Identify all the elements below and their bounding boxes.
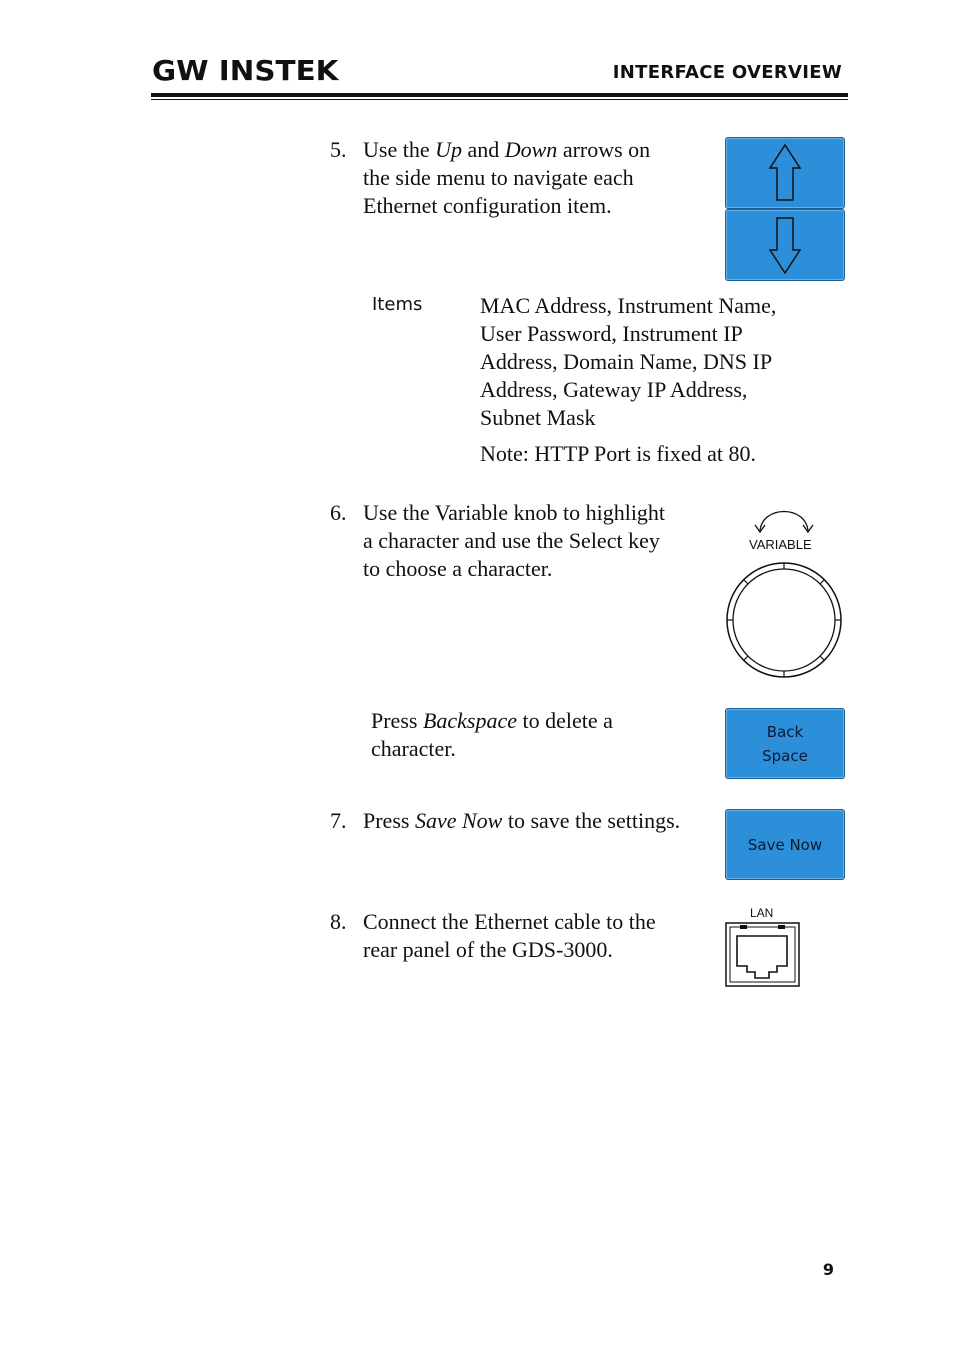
- key-label: Space: [762, 746, 808, 765]
- text-line: the side menu to navigate each: [363, 165, 634, 190]
- down-term: Down: [504, 137, 558, 162]
- down-arrow-key[interactable]: [725, 209, 845, 281]
- section-title: INTERFACE OVERVIEW: [612, 62, 842, 83]
- key-label: Back: [766, 722, 804, 741]
- items-list: [480, 292, 840, 468]
- step-number: 7.: [330, 808, 347, 833]
- header-rule: [151, 93, 848, 97]
- save-now-key[interactable]: [725, 809, 845, 880]
- text-run: Press: [363, 808, 415, 833]
- text-line: Address, Gateway IP Address,: [480, 377, 748, 402]
- step-number: 8.: [330, 909, 347, 934]
- text-line: a character and use the Select key: [363, 528, 660, 553]
- step-7: [330, 807, 720, 837]
- step-number: 5.: [330, 137, 347, 162]
- step-8: [330, 908, 720, 968]
- text-run: to delete a: [517, 708, 613, 733]
- text-line: Subnet Mask: [480, 405, 596, 430]
- text-run: Press: [371, 708, 423, 733]
- text-run: and: [461, 137, 505, 162]
- save-now-term: Save Now: [414, 808, 503, 833]
- header-rule-thin: [151, 99, 848, 100]
- step-6: [330, 499, 720, 589]
- text-line: Connect the Ethernet cable to the: [363, 909, 656, 934]
- backspace-term: Backspace: [422, 708, 518, 733]
- variable-label: VARIABLE: [749, 537, 812, 552]
- step-text: [363, 499, 665, 583]
- step-5: [330, 136, 710, 226]
- key-label: Save Now: [747, 835, 823, 854]
- text-run: Use the: [363, 137, 436, 162]
- step-text: [363, 908, 656, 964]
- backspace-key[interactable]: [725, 708, 845, 779]
- step-number: 6.: [330, 500, 347, 525]
- text-run: to save the settings.: [502, 808, 681, 833]
- variable-knob-icon[interactable]: [724, 560, 844, 680]
- lan-port-icon: [725, 922, 801, 988]
- step-text: [363, 136, 650, 220]
- brand-logo: GW INSTEK: [152, 54, 339, 87]
- up-arrow-key[interactable]: [725, 137, 845, 209]
- text-line: to choose a character.: [363, 556, 553, 581]
- text-line: rear panel of the GDS-3000.: [363, 937, 613, 962]
- text-line: User Password, Instrument IP: [480, 321, 743, 346]
- text-line: MAC Address, Instrument Name,: [480, 293, 777, 318]
- variable-rotate-arrows-icon: [752, 497, 816, 537]
- text-line: Use the Variable knob to highlight: [363, 500, 666, 525]
- note-text: Note: HTTP Port is fixed at 80.: [480, 441, 756, 466]
- step-text: [363, 807, 680, 835]
- text-run: arrows on: [557, 137, 651, 162]
- down-arrow-icon: [765, 214, 805, 276]
- text-line: Ethernet configuration item.: [363, 193, 612, 218]
- page-number: 9: [822, 1260, 834, 1279]
- up-arrow-icon: [765, 142, 805, 204]
- up-term: Up: [435, 137, 462, 162]
- backspace-instruction: [371, 707, 701, 763]
- items-label: Items: [372, 294, 423, 315]
- text-line: character.: [371, 736, 456, 761]
- text-line: Address, Domain Name, DNS IP: [480, 349, 773, 374]
- lan-label: LAN: [750, 906, 774, 920]
